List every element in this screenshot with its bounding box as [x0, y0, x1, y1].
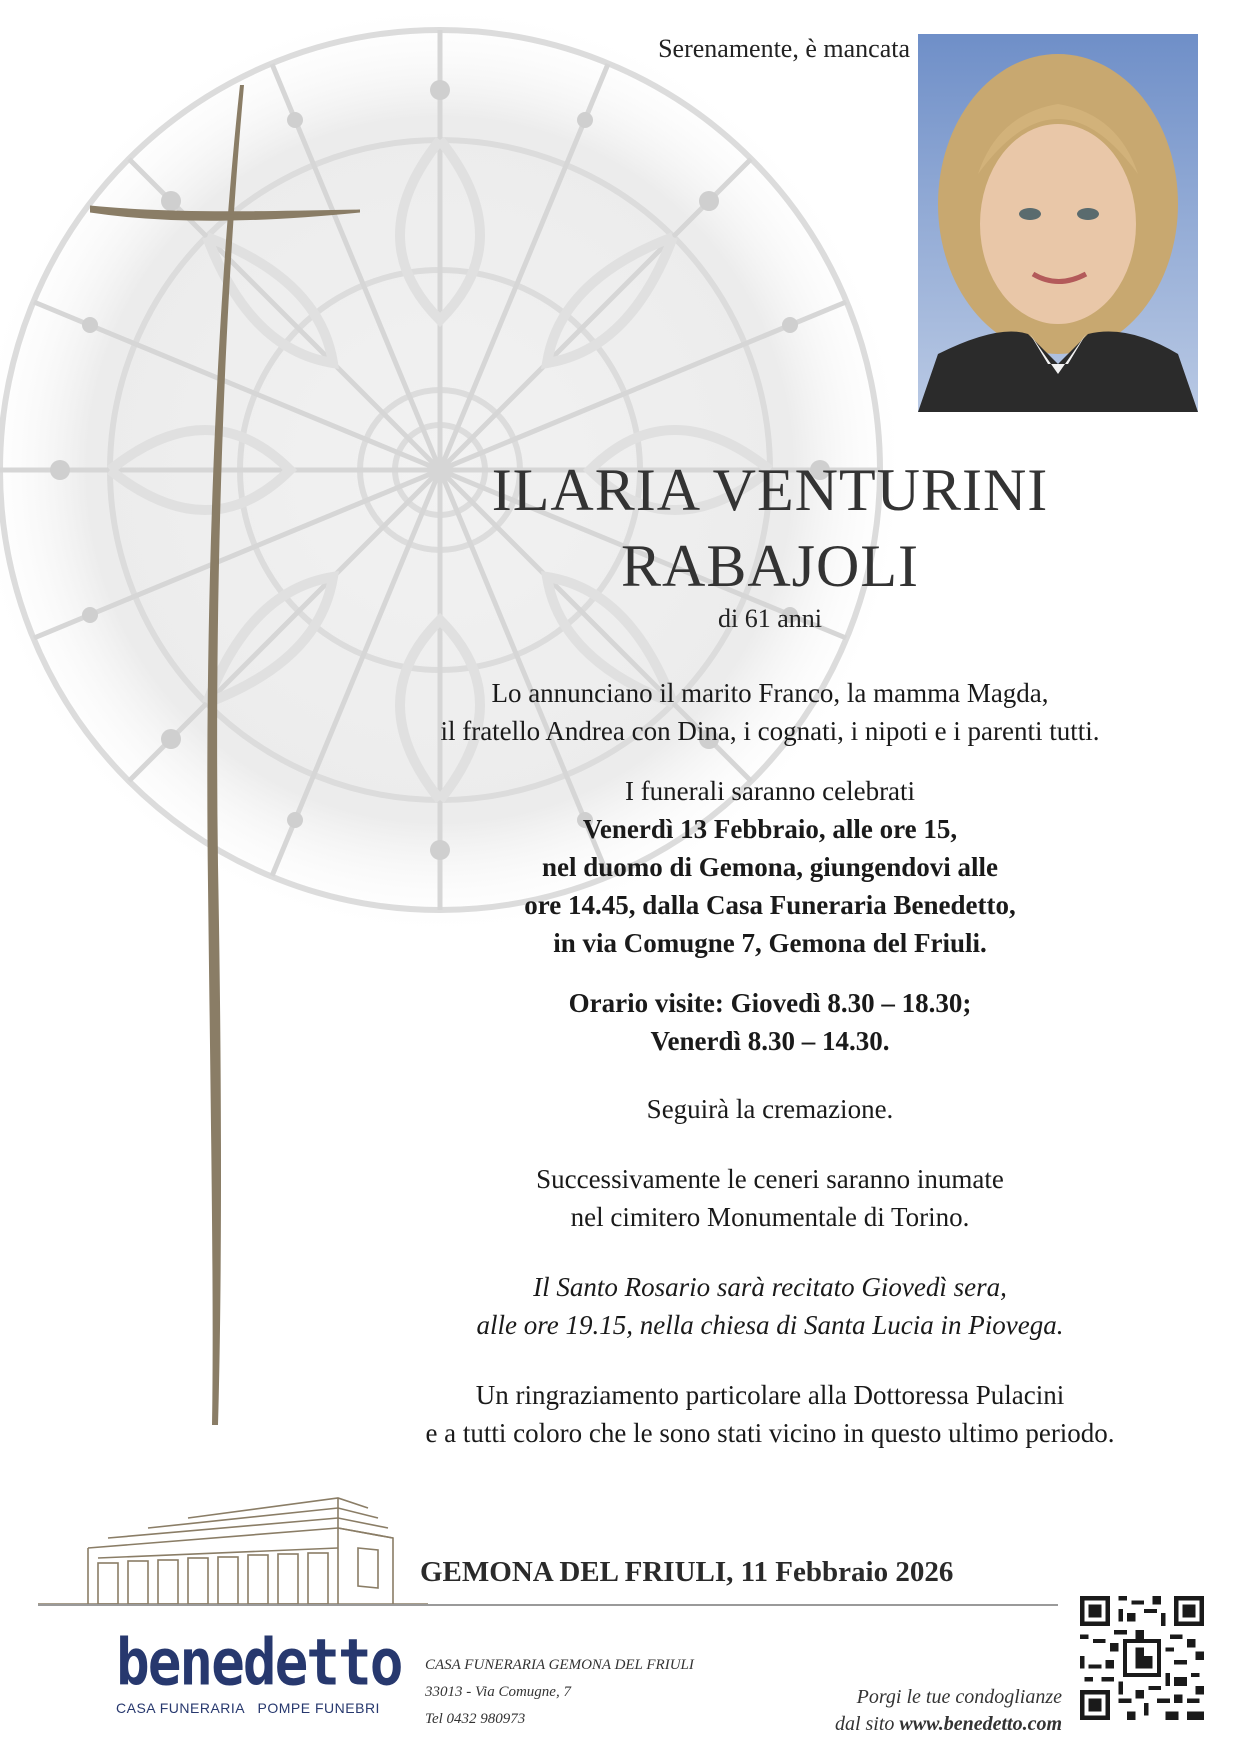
announcement-line: il fratello Andrea con Dina, i cognati, i nipoti e i parenti tutti.	[440, 716, 1100, 746]
funeral-line: ore 14.45, dalla Casa Funeraria Benedetto,	[524, 890, 1016, 920]
cremation-note: Seguirà la cremazione.	[646, 1094, 894, 1124]
thanks-line: Un ringraziamento particolare alla Dottoressa Pulacini	[475, 1380, 1065, 1410]
funeral-home-address	[425, 1652, 755, 1733]
deceased-name-line2: RABAJOLI	[620, 533, 919, 599]
logo-wordmark: benedetto	[116, 1626, 402, 1701]
ashes-line: Successivamente le ceneri saranno inumate	[536, 1164, 1004, 1194]
intro-text: Serenamente, è mancata	[658, 34, 910, 63]
condolence-prefix: dal sito	[834, 1713, 900, 1735]
benedetto-logo	[116, 1626, 402, 1716]
address-line: Tel 0432 980973	[425, 1711, 526, 1727]
funeral-line: nel duomo di Gemona, giungendovi alle	[541, 852, 999, 882]
ashes-note	[330, 1160, 1210, 1236]
rosary-line: alle ore 19.15, nella chiesa di Santa Lucia in Piovega.	[476, 1310, 1064, 1340]
deceased-name-line1: ILARIA VENTURINI	[491, 457, 1049, 523]
qr-code-icon[interactable]	[1080, 1596, 1204, 1720]
funeral-home-building-icon	[38, 1478, 428, 1623]
announcement-line: Lo annunciano il marito Franco, la mamma Magda,	[491, 678, 1049, 708]
ashes-line: nel cimitero Monumentale di Torino.	[570, 1202, 970, 1232]
age: di 61 anni	[718, 604, 822, 633]
cross-icon	[90, 85, 360, 1425]
condolence-line	[762, 1711, 1062, 1738]
funeral-line: Venerdì 13 Febbraio, alle ore 15,	[582, 814, 958, 844]
condolence-note	[762, 1684, 1062, 1738]
funeral-intro: I funerali saranno celebrati	[624, 776, 916, 806]
visiting-hours	[330, 984, 1210, 1060]
rosary-note	[330, 1268, 1210, 1344]
condolence-website-link[interactable]: www.benedetto.com	[899, 1713, 1062, 1735]
rosary-line: Il Santo Rosario sarà recitato Giovedì sera,	[533, 1272, 1007, 1302]
thanks-note	[330, 1376, 1210, 1452]
announcement	[330, 674, 1210, 750]
funeral-line: in via Comugne 7, Gemona del Friuli.	[553, 928, 987, 958]
logo-subtitle: CASA FUNERARIA POMPE FUNEBRI	[116, 1700, 380, 1716]
thanks-line: e a tutti coloro che le sono stati vicino in questo ultimo periodo.	[425, 1418, 1115, 1448]
funeral-info	[330, 772, 1210, 962]
address-line: 33013 - Via Comugne, 7	[425, 1684, 571, 1700]
visiting-hours-line: Orario visite: Giovedì 8.30 – 18.30;	[568, 988, 972, 1018]
visiting-hours-line: Venerdì 8.30 – 14.30.	[650, 1026, 890, 1056]
condolence-line: Porgi le tue condoglianze	[856, 1686, 1062, 1708]
footer-divider	[38, 1604, 1058, 1606]
portrait-photo	[918, 34, 1198, 412]
place-and-date: GEMONA DEL FRIULI, 11 Febbraio 2026	[420, 1556, 954, 1588]
address-line: CASA FUNERARIA GEMONA DEL FRIULI	[425, 1657, 694, 1673]
obituary-content	[330, 452, 1210, 1452]
